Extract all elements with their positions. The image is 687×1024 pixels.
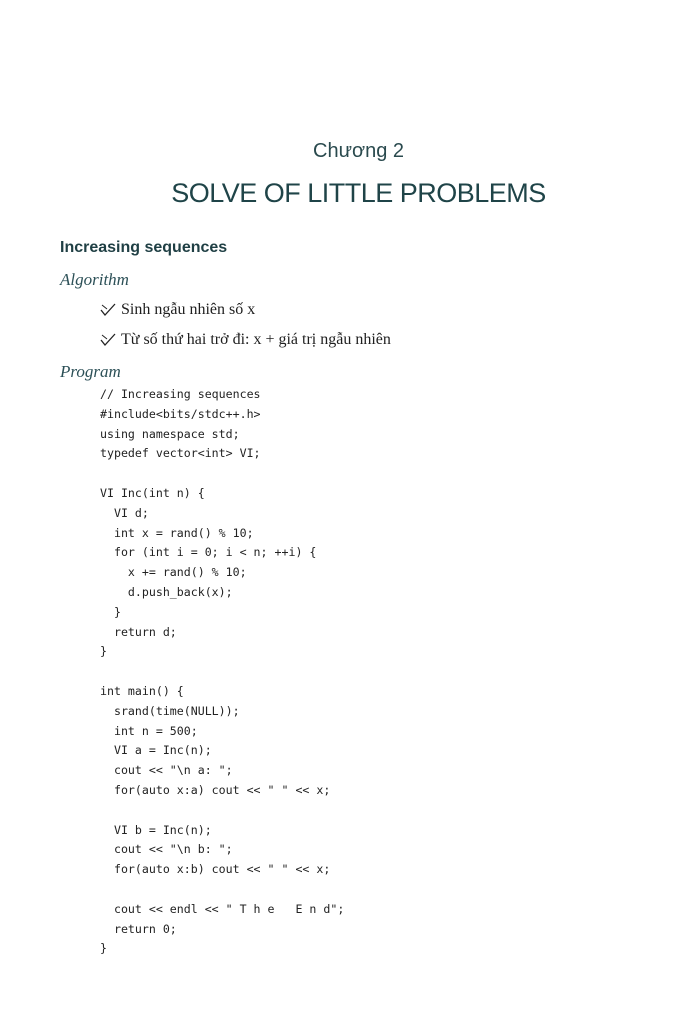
code-block xyxy=(100,385,344,959)
code-line: // Increasing sequences xyxy=(100,387,261,401)
code-line: return d; xyxy=(100,624,177,639)
checkmark-bullet-icon xyxy=(100,303,116,317)
code-line: x += rand() % 10; xyxy=(100,565,247,580)
checkmark-bullet-icon xyxy=(100,333,116,347)
code-line: } xyxy=(100,604,121,619)
code-line: #include<bits/stdc++.h> xyxy=(100,406,261,421)
code-line: VI Inc(int n) { xyxy=(100,485,205,500)
code-line: } xyxy=(100,644,107,659)
algorithm-item xyxy=(100,331,391,349)
code-line: cout << endl << " T h e E n d"; xyxy=(100,901,345,916)
code-line: for (int i = 0; i < n; ++i) { xyxy=(100,545,317,560)
chapter-title: SOLVE OF LITTLE PROBLEMS xyxy=(171,178,546,208)
code-line: int n = 500; xyxy=(100,723,198,738)
code-line: } xyxy=(100,941,107,956)
algorithm-item-text: Từ số thứ hai trở đi: x + giá trị ngẫu nhiên xyxy=(121,331,391,348)
code-line: for(auto x:a) cout << " " << x; xyxy=(100,782,331,797)
section-heading: Increasing sequences xyxy=(60,239,228,256)
code-line: for(auto x:b) cout << " " << x; xyxy=(100,862,331,877)
code-line: cout << "\n a: "; xyxy=(100,763,233,778)
code-line: VI b = Inc(n); xyxy=(100,822,212,837)
code-line xyxy=(100,464,344,484)
code-line xyxy=(100,880,344,900)
code-line: int x = rand() % 10; xyxy=(100,525,254,540)
algorithm-heading: Algorithm xyxy=(60,270,129,289)
code-line: using namespace std; xyxy=(100,426,240,441)
code-line: VI a = Inc(n); xyxy=(100,743,212,758)
code-line: typedef vector<int> VI; xyxy=(100,446,261,461)
code-line: return 0; xyxy=(100,921,177,936)
algorithm-item-text: Sinh ngẫu nhiên số x xyxy=(121,301,256,318)
chapter-label: Chương 2 xyxy=(313,140,404,162)
code-line: int main() { xyxy=(100,683,184,698)
code-line: VI d; xyxy=(100,505,149,520)
code-line: srand(time(NULL)); xyxy=(100,703,240,718)
code-line xyxy=(100,662,344,682)
code-line xyxy=(100,801,344,821)
algorithm-item xyxy=(100,301,255,319)
code-line: d.push_back(x); xyxy=(100,584,233,599)
program-heading: Program xyxy=(60,362,121,381)
code-line: cout << "\n b: "; xyxy=(100,842,233,857)
